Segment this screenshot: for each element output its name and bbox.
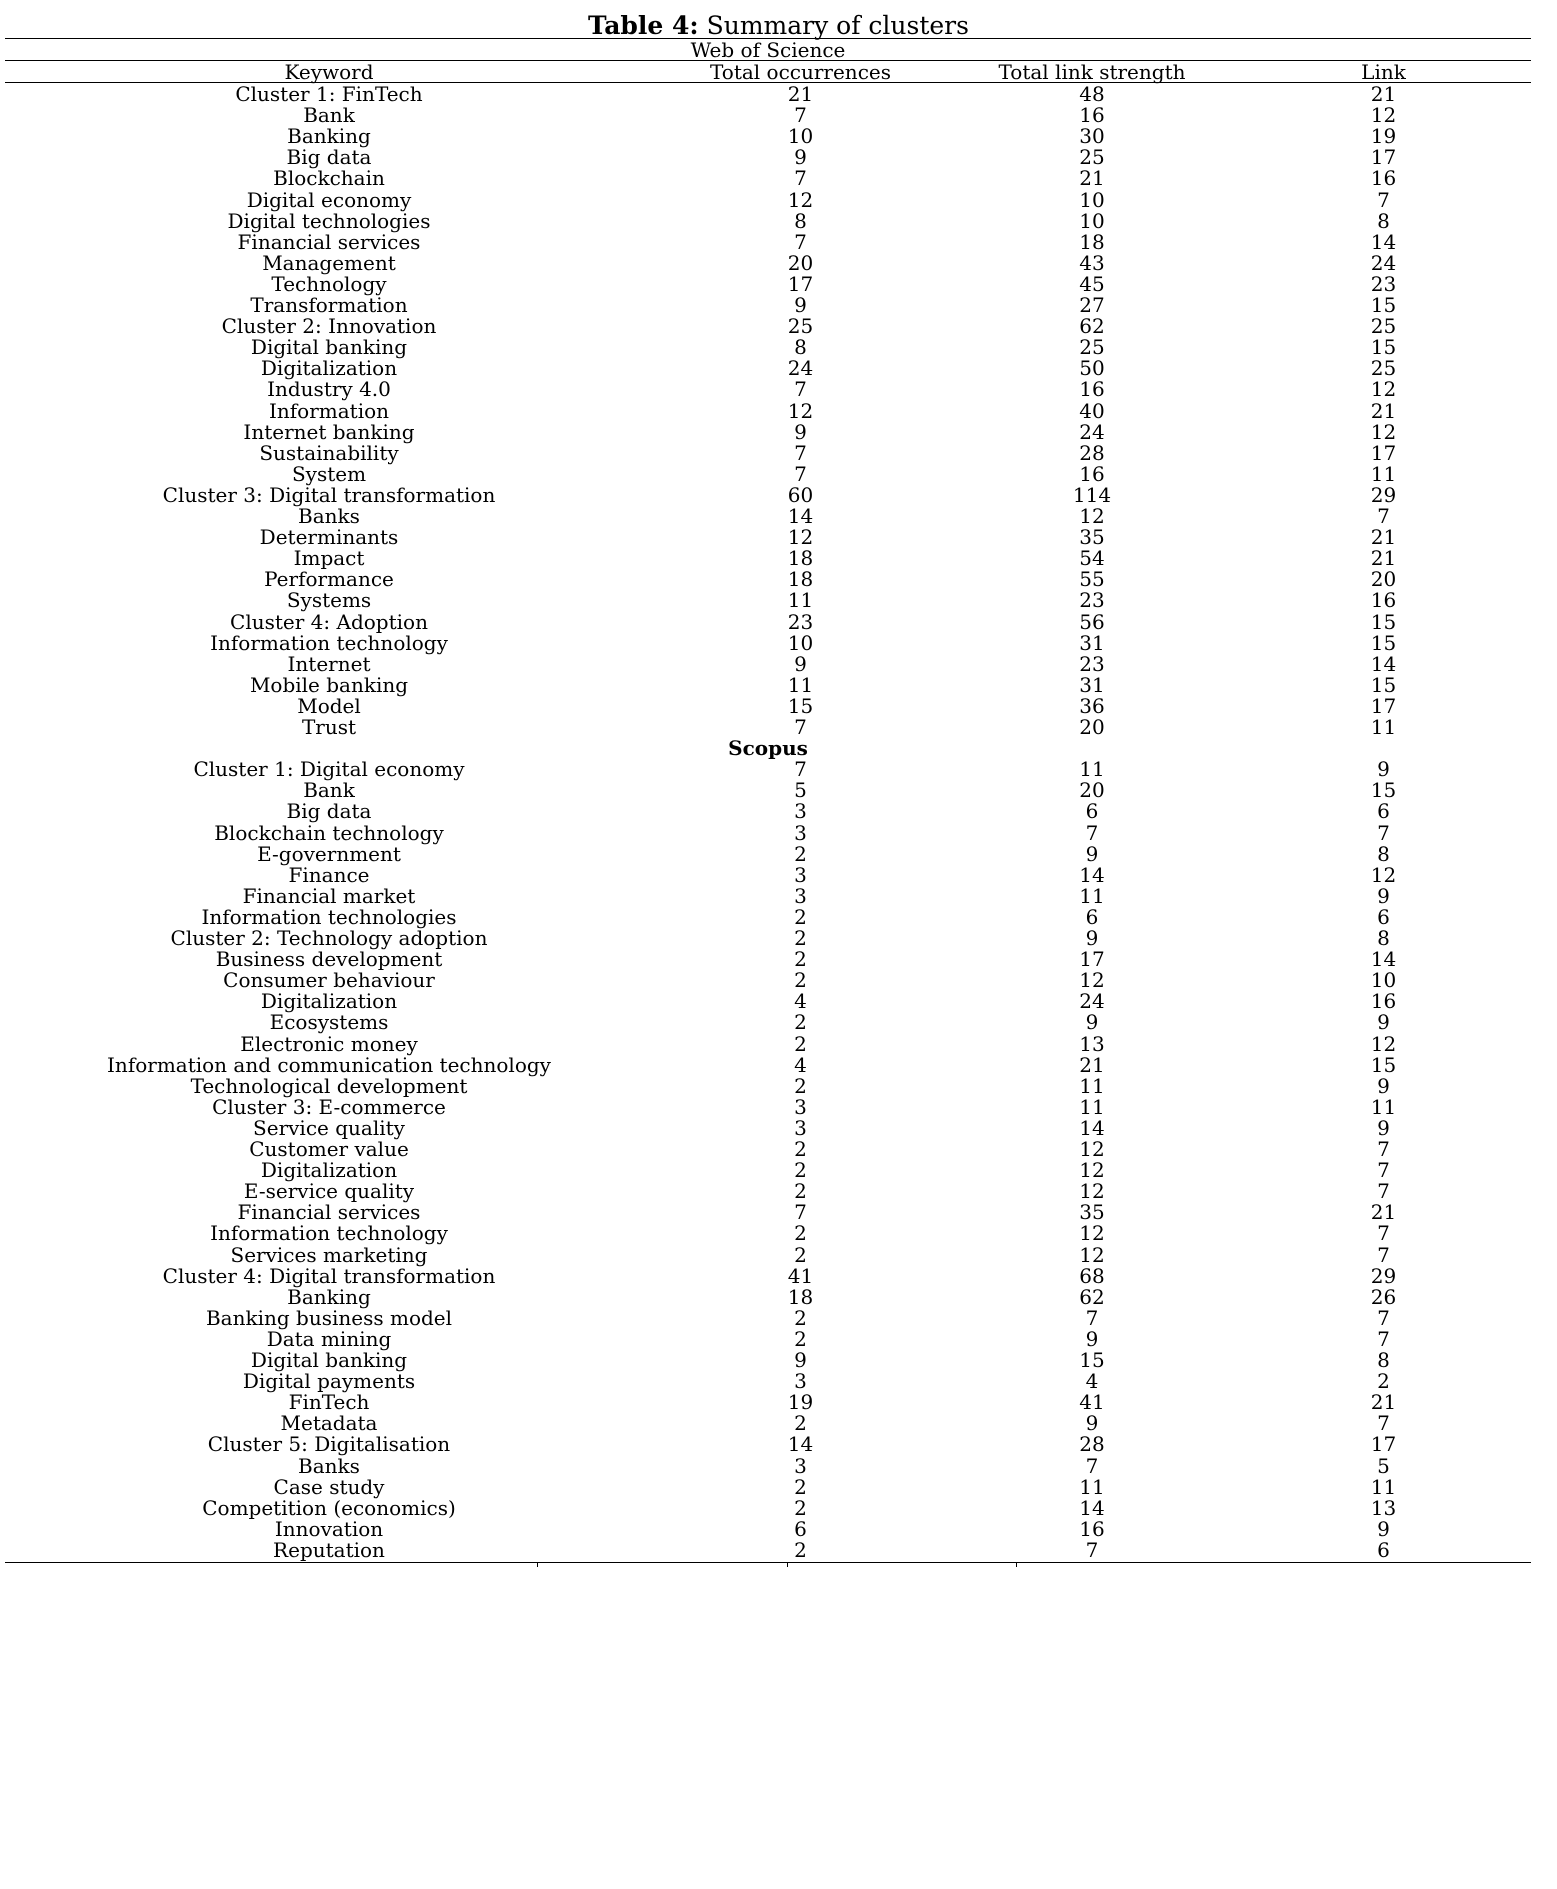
occurrences-cell: 3 bbox=[794, 820, 807, 845]
link-strength-cell: 35 bbox=[1079, 525, 1105, 550]
occurrences-cell: 3 bbox=[794, 1369, 807, 1394]
occurrences-cell: 7 bbox=[794, 757, 807, 782]
link-strength-cell: 45 bbox=[1079, 271, 1105, 296]
keyword-cell: Management bbox=[262, 250, 396, 275]
link-strength-cell: 11 bbox=[1079, 883, 1105, 908]
link-strength-cell: 13 bbox=[1079, 1031, 1105, 1056]
occurrences-cell: 12 bbox=[787, 187, 814, 212]
keyword-cell: Services marketing bbox=[230, 1242, 428, 1267]
occurrences-cell: 17 bbox=[787, 271, 814, 296]
link-strength-cell: 23 bbox=[1079, 588, 1105, 613]
link-strength-cell: 24 bbox=[1079, 419, 1105, 444]
link-cell: 12 bbox=[1370, 419, 1397, 444]
link-strength-cell: 6 bbox=[1085, 904, 1099, 929]
link-strength-cell: 18 bbox=[1079, 229, 1105, 254]
keyword-cell: Systems bbox=[286, 588, 372, 613]
link-strength-cell: 28 bbox=[1079, 1432, 1105, 1457]
link-strength-cell: 9 bbox=[1085, 1411, 1099, 1436]
link-strength-cell: 7 bbox=[1085, 1305, 1099, 1330]
link-strength-cell: 7 bbox=[1085, 1537, 1099, 1562]
keyword-cell: Consumer behaviour bbox=[223, 968, 435, 993]
keyword-cell: Banking bbox=[287, 1284, 371, 1309]
keyword-cell: Big data bbox=[286, 799, 372, 824]
keyword-cell: Blockchain bbox=[273, 166, 385, 191]
link-strength-cell: 25 bbox=[1079, 335, 1105, 360]
link-strength-cell: 11 bbox=[1079, 1073, 1105, 1098]
keyword-cell: Digitalization bbox=[260, 989, 398, 1014]
link-cell: 21 bbox=[1370, 1200, 1397, 1225]
link-strength-cell: 30 bbox=[1079, 124, 1105, 149]
link-strength-cell: 114 bbox=[1072, 482, 1112, 507]
keyword-cell: Information technology bbox=[210, 630, 448, 655]
occurrences-cell: 2 bbox=[794, 947, 807, 972]
keyword-cell: Sustainability bbox=[259, 440, 399, 465]
occurrences-cell: 60 bbox=[787, 482, 814, 507]
occurrences-cell: 2 bbox=[794, 1221, 807, 1246]
link-strength-cell: 56 bbox=[1079, 609, 1105, 634]
occurrences-cell: 7 bbox=[794, 715, 807, 739]
link-strength-cell: 48 bbox=[1079, 82, 1105, 106]
link-strength-cell: 14 bbox=[1079, 1115, 1105, 1140]
link-cell: 11 bbox=[1370, 461, 1397, 486]
occurrences-cell: 4 bbox=[794, 989, 807, 1014]
keyword-cell: Banking bbox=[287, 124, 371, 149]
keyword-cell: Cluster 2: Innovation bbox=[221, 314, 437, 339]
link-cell: 21 bbox=[1370, 1390, 1397, 1415]
link-cell: 21 bbox=[1370, 398, 1397, 423]
keyword-cell: Cluster 4: Adoption bbox=[230, 609, 428, 634]
keyword-cell: Customer value bbox=[249, 1137, 409, 1161]
keyword-cell: Cluster 3: E-commerce bbox=[212, 1094, 446, 1119]
keyword-cell: Cluster 1: Digital economy bbox=[193, 757, 465, 782]
keyword-cell: Mobile banking bbox=[249, 672, 409, 697]
link-cell: 6 bbox=[1377, 904, 1390, 929]
link-strength-cell: 11 bbox=[1079, 1094, 1105, 1119]
link-cell: 9 bbox=[1377, 1115, 1390, 1140]
section-title: Web of Science bbox=[690, 38, 846, 62]
link-cell: 8 bbox=[1377, 1348, 1390, 1372]
occurrences-cell: 2 bbox=[794, 1305, 807, 1330]
occurrences-cell: 18 bbox=[787, 546, 814, 571]
keyword-cell: Financial services bbox=[237, 229, 421, 254]
occurrences-cell: 2 bbox=[794, 1179, 807, 1204]
link-strength-cell: 6 bbox=[1085, 799, 1099, 824]
link-cell: 7 bbox=[1377, 1326, 1390, 1351]
link-strength-cell: 55 bbox=[1079, 567, 1105, 592]
link-cell: 21 bbox=[1370, 525, 1397, 550]
keyword-cell: Competition (economics) bbox=[202, 1495, 456, 1520]
occurrences-cell: 2 bbox=[794, 1137, 807, 1161]
keyword-cell: Cluster 2: Technology adoption bbox=[170, 926, 488, 950]
link-cell: 7 bbox=[1377, 1137, 1390, 1161]
keyword-cell: Business development bbox=[215, 947, 443, 972]
occurrences-cell: 3 bbox=[794, 1115, 807, 1140]
occurrences-cell: 7 bbox=[794, 229, 807, 254]
link-cell: 9 bbox=[1377, 883, 1390, 908]
column-header: Keyword bbox=[284, 60, 374, 84]
link-strength-cell: 12 bbox=[1079, 1179, 1105, 1204]
link-strength-cell: 40 bbox=[1079, 398, 1105, 423]
keyword-cell: Blockchain technology bbox=[214, 820, 444, 845]
keyword-cell: Cluster 3: Digital transformation bbox=[162, 482, 496, 507]
keyword-cell: E-government bbox=[257, 841, 401, 866]
occurrences-cell: 9 bbox=[794, 651, 807, 676]
occurrences-cell: 11 bbox=[787, 588, 814, 613]
keyword-cell: Cluster 5: Digitalisation bbox=[207, 1432, 451, 1457]
link-strength-cell: 43 bbox=[1079, 250, 1105, 275]
link-cell: 17 bbox=[1370, 693, 1397, 718]
link-strength-cell: 50 bbox=[1079, 356, 1105, 381]
occurrences-cell: 14 bbox=[787, 504, 814, 528]
link-strength-cell: 36 bbox=[1079, 693, 1105, 718]
link-cell: 12 bbox=[1370, 1031, 1397, 1056]
link-cell: 16 bbox=[1370, 166, 1397, 191]
occurrences-cell: 2 bbox=[794, 1158, 807, 1183]
keyword-cell: Metadata bbox=[280, 1411, 378, 1436]
link-strength-cell: 27 bbox=[1079, 293, 1105, 317]
link-strength-cell: 41 bbox=[1079, 1390, 1105, 1415]
occurrences-cell: 20 bbox=[787, 250, 814, 275]
link-strength-cell: 12 bbox=[1079, 1221, 1105, 1246]
link-strength-cell: 4 bbox=[1085, 1369, 1099, 1394]
link-strength-cell: 62 bbox=[1079, 314, 1105, 339]
link-cell: 23 bbox=[1370, 271, 1397, 296]
link-cell: 5 bbox=[1377, 1453, 1390, 1478]
link-cell: 7 bbox=[1377, 1411, 1390, 1436]
link-cell: 9 bbox=[1377, 1516, 1390, 1541]
occurrences-cell: 2 bbox=[794, 841, 807, 866]
column-header: Link bbox=[1361, 60, 1406, 84]
occurrences-cell: 11 bbox=[787, 672, 814, 697]
occurrences-cell: 7 bbox=[794, 1200, 807, 1225]
keyword-cell: Technological development bbox=[190, 1073, 468, 1098]
occurrences-cell: 5 bbox=[794, 778, 807, 803]
link-cell: 19 bbox=[1370, 124, 1397, 149]
link-cell: 8 bbox=[1377, 841, 1390, 866]
link-strength-cell: 11 bbox=[1079, 1474, 1105, 1499]
link-cell: 21 bbox=[1370, 82, 1397, 106]
link-cell: 15 bbox=[1370, 672, 1397, 697]
occurrences-cell: 24 bbox=[787, 356, 814, 381]
link-strength-cell: 12 bbox=[1079, 1158, 1105, 1183]
occurrences-cell: 7 bbox=[794, 166, 807, 191]
keyword-cell: Digital banking bbox=[250, 335, 408, 360]
occurrences-cell: 8 bbox=[794, 208, 807, 233]
keyword-cell: Digital technologies bbox=[227, 208, 431, 233]
keyword-cell: Banking business model bbox=[205, 1305, 453, 1330]
keyword-cell: Cluster 1: FinTech bbox=[235, 82, 423, 106]
occurrences-cell: 3 bbox=[794, 1453, 807, 1478]
occurrences-cell: 18 bbox=[787, 1284, 814, 1309]
keyword-cell: Cluster 4: Digital transformation bbox=[162, 1263, 496, 1288]
keyword-cell: E-service quality bbox=[243, 1179, 415, 1204]
link-strength-cell: 62 bbox=[1079, 1284, 1105, 1309]
occurrences-cell: 7 bbox=[794, 461, 807, 486]
occurrences-cell: 14 bbox=[787, 1432, 814, 1457]
occurrences-cell: 2 bbox=[794, 1073, 807, 1098]
link-cell: 12 bbox=[1370, 862, 1397, 887]
occurrences-cell: 2 bbox=[794, 968, 807, 993]
link-strength-cell: 21 bbox=[1079, 1052, 1105, 1077]
occurrences-cell: 23 bbox=[787, 609, 814, 634]
link-cell: 17 bbox=[1370, 1432, 1397, 1457]
keyword-cell: Internet bbox=[287, 651, 371, 676]
link-cell: 25 bbox=[1370, 356, 1397, 381]
occurrences-cell: 15 bbox=[787, 693, 814, 718]
link-cell: 11 bbox=[1370, 715, 1397, 739]
occurrences-cell: 3 bbox=[794, 862, 807, 887]
keyword-cell: Digital economy bbox=[246, 187, 412, 212]
occurrences-cell: 2 bbox=[794, 926, 807, 950]
link-cell: 8 bbox=[1377, 208, 1390, 233]
link-cell: 7 bbox=[1377, 1305, 1390, 1330]
keyword-cell: Financial market bbox=[242, 883, 416, 908]
link-strength-cell: 16 bbox=[1079, 103, 1105, 128]
link-strength-cell: 7 bbox=[1085, 1453, 1099, 1478]
link-cell: 15 bbox=[1370, 1052, 1397, 1077]
keyword-cell: Financial services bbox=[237, 1200, 421, 1225]
keyword-cell: Technology bbox=[271, 271, 387, 296]
link-cell: 9 bbox=[1377, 1010, 1390, 1035]
occurrences-cell: 6 bbox=[794, 1516, 807, 1541]
keyword-cell: Digitalization bbox=[260, 356, 398, 381]
occurrences-cell: 18 bbox=[787, 567, 814, 592]
keyword-cell: Banks bbox=[298, 1453, 360, 1478]
link-strength-cell: 31 bbox=[1079, 630, 1105, 655]
link-cell: 14 bbox=[1370, 947, 1397, 972]
link-strength-cell: 9 bbox=[1085, 926, 1099, 950]
occurrences-cell: 2 bbox=[794, 1326, 807, 1351]
keyword-cell: Bank bbox=[303, 778, 355, 803]
link-cell: 15 bbox=[1370, 609, 1397, 634]
link-cell: 15 bbox=[1370, 293, 1397, 317]
link-cell: 11 bbox=[1370, 1474, 1397, 1499]
occurrences-cell: 2 bbox=[794, 904, 807, 929]
link-cell: 17 bbox=[1370, 440, 1397, 465]
link-cell: 15 bbox=[1370, 778, 1397, 803]
keyword-cell: Banks bbox=[298, 504, 360, 528]
link-strength-cell: 21 bbox=[1079, 166, 1105, 191]
link-strength-cell: 17 bbox=[1079, 947, 1105, 972]
keyword-cell: System bbox=[291, 461, 367, 486]
occurrences-cell: 41 bbox=[787, 1263, 814, 1288]
keyword-cell: Internet banking bbox=[243, 419, 415, 444]
keyword-cell: Bank bbox=[303, 103, 355, 128]
link-cell: 7 bbox=[1377, 820, 1390, 845]
keyword-cell: FinTech bbox=[288, 1390, 370, 1415]
occurrences-cell: 2 bbox=[794, 1031, 807, 1056]
link-strength-cell: 9 bbox=[1085, 841, 1099, 866]
link-strength-cell: 28 bbox=[1079, 440, 1105, 465]
keyword-cell: Information technology bbox=[210, 1221, 448, 1246]
keyword-cell: Information bbox=[268, 398, 390, 423]
occurrences-cell: 2 bbox=[794, 1537, 807, 1562]
link-cell: 7 bbox=[1377, 187, 1390, 212]
link-cell: 2 bbox=[1377, 1369, 1390, 1394]
link-cell: 16 bbox=[1370, 989, 1397, 1014]
link-cell: 14 bbox=[1370, 229, 1397, 254]
link-cell: 24 bbox=[1370, 250, 1397, 275]
link-cell: 9 bbox=[1377, 757, 1390, 782]
occurrences-cell: 9 bbox=[794, 293, 807, 317]
link-strength-cell: 20 bbox=[1079, 778, 1105, 803]
link-strength-cell: 14 bbox=[1079, 862, 1105, 887]
occurrences-cell: 25 bbox=[787, 314, 814, 339]
link-strength-cell: 54 bbox=[1079, 546, 1105, 571]
link-strength-cell: 24 bbox=[1079, 989, 1105, 1014]
column-header: Total link strength bbox=[998, 60, 1186, 84]
occurrences-cell: 9 bbox=[794, 419, 807, 444]
occurrences-cell: 2 bbox=[794, 1010, 807, 1035]
link-cell: 15 bbox=[1370, 630, 1397, 655]
link-strength-cell: 9 bbox=[1085, 1010, 1099, 1035]
occurrences-cell: 19 bbox=[787, 1390, 814, 1415]
table-bottom-rule bbox=[5, 1562, 1531, 1563]
keyword-cell: Digital banking bbox=[250, 1348, 408, 1372]
column-divider-tick bbox=[1016, 1563, 1017, 1567]
keyword-cell: Transformation bbox=[250, 293, 408, 317]
link-cell: 7 bbox=[1377, 1221, 1390, 1246]
keyword-cell: Industry 4.0 bbox=[267, 377, 391, 402]
occurrences-cell: 12 bbox=[787, 398, 814, 423]
link-strength-cell: 10 bbox=[1079, 187, 1105, 212]
occurrences-cell: 2 bbox=[794, 1411, 807, 1436]
link-strength-cell: 23 bbox=[1079, 651, 1105, 676]
link-strength-cell: 35 bbox=[1079, 1200, 1105, 1225]
occurrences-cell: 7 bbox=[794, 440, 807, 465]
link-cell: 7 bbox=[1377, 504, 1390, 528]
keyword-cell: Big data bbox=[286, 145, 372, 170]
keyword-cell: Ecosystems bbox=[269, 1010, 389, 1035]
link-strength-cell: 7 bbox=[1085, 820, 1099, 845]
keyword-cell: Finance bbox=[288, 862, 370, 887]
section-title: Scopus bbox=[728, 736, 808, 761]
link-strength-cell: 16 bbox=[1079, 461, 1105, 486]
link-strength-cell: 12 bbox=[1079, 504, 1105, 528]
column-divider-tick bbox=[787, 1563, 788, 1567]
link-cell: 26 bbox=[1370, 1284, 1397, 1309]
link-strength-cell: 12 bbox=[1079, 968, 1105, 993]
occurrences-cell: 21 bbox=[787, 82, 814, 106]
link-cell: 12 bbox=[1370, 103, 1397, 128]
occurrences-cell: 9 bbox=[794, 145, 807, 170]
link-cell: 29 bbox=[1370, 1263, 1397, 1288]
link-cell: 9 bbox=[1377, 1073, 1390, 1098]
link-cell: 25 bbox=[1370, 314, 1397, 339]
link-strength-cell: 16 bbox=[1079, 377, 1105, 402]
keyword-cell: Impact bbox=[293, 546, 365, 571]
link-cell: 17 bbox=[1370, 145, 1397, 170]
link-strength-cell: 12 bbox=[1079, 1242, 1105, 1267]
occurrences-cell: 2 bbox=[794, 1495, 807, 1520]
keyword-cell: Information technologies bbox=[201, 904, 457, 929]
keyword-cell: Digitalization bbox=[260, 1158, 398, 1183]
keyword-cell: Trust bbox=[301, 715, 357, 739]
keyword-cell: Reputation bbox=[273, 1537, 385, 1562]
column-divider-tick bbox=[537, 1563, 538, 1567]
link-cell: 7 bbox=[1377, 1242, 1390, 1267]
occurrences-cell: 12 bbox=[787, 525, 814, 550]
occurrences-cell: 10 bbox=[787, 630, 814, 655]
link-cell: 14 bbox=[1370, 651, 1397, 676]
table-caption-text: Summary of clusters bbox=[706, 11, 969, 40]
link-cell: 15 bbox=[1370, 335, 1397, 360]
link-cell: 7 bbox=[1377, 1158, 1390, 1183]
link-strength-cell: 31 bbox=[1079, 672, 1105, 697]
keyword-cell: Information and communication technology bbox=[107, 1052, 551, 1077]
link-strength-cell: 9 bbox=[1085, 1326, 1099, 1351]
occurrences-cell: 9 bbox=[794, 1348, 807, 1372]
link-strength-cell: 16 bbox=[1079, 1516, 1105, 1541]
link-cell: 12 bbox=[1370, 377, 1397, 402]
link-cell: 8 bbox=[1377, 926, 1390, 950]
occurrences-cell: 2 bbox=[794, 1242, 807, 1267]
link-cell: 6 bbox=[1377, 799, 1390, 824]
keyword-cell: Determinants bbox=[259, 525, 399, 550]
link-cell: 10 bbox=[1370, 968, 1397, 993]
keyword-cell: Service quality bbox=[253, 1115, 405, 1140]
keyword-cell: Electronic money bbox=[240, 1031, 418, 1056]
link-cell: 16 bbox=[1370, 588, 1397, 613]
link-cell: 13 bbox=[1370, 1495, 1397, 1520]
link-strength-cell: 68 bbox=[1079, 1263, 1105, 1288]
link-strength-cell: 12 bbox=[1079, 1137, 1105, 1161]
link-cell: 20 bbox=[1370, 567, 1397, 592]
keyword-cell: Model bbox=[297, 693, 361, 718]
occurrences-cell: 3 bbox=[794, 1094, 807, 1119]
keyword-cell: Data mining bbox=[266, 1326, 392, 1351]
occurrences-cell: 4 bbox=[794, 1052, 807, 1077]
keyword-cell: Case study bbox=[273, 1474, 385, 1499]
link-cell: 7 bbox=[1377, 1179, 1390, 1204]
occurrences-cell: 8 bbox=[794, 335, 807, 360]
table-caption-label: Table 4: bbox=[588, 11, 699, 40]
keyword-cell: Innovation bbox=[274, 1516, 384, 1541]
occurrences-cell: 7 bbox=[794, 377, 807, 402]
link-strength-cell: 15 bbox=[1079, 1348, 1105, 1372]
link-strength-cell: 10 bbox=[1079, 208, 1105, 233]
occurrences-cell: 3 bbox=[794, 883, 807, 908]
link-strength-cell: 25 bbox=[1079, 145, 1105, 170]
occurrences-cell: 7 bbox=[794, 103, 807, 128]
link-strength-cell: 20 bbox=[1079, 715, 1105, 739]
link-strength-cell: 11 bbox=[1079, 757, 1105, 782]
link-cell: 21 bbox=[1370, 546, 1397, 571]
link-cell: 29 bbox=[1370, 482, 1397, 507]
occurrences-cell: 2 bbox=[794, 1474, 807, 1499]
keyword-cell: Performance bbox=[264, 567, 394, 592]
table-row bbox=[5, 1538, 1531, 1563]
link-strength-cell: 14 bbox=[1079, 1495, 1105, 1520]
column-header: Total occurrences bbox=[709, 60, 891, 84]
occurrences-cell: 3 bbox=[794, 799, 807, 824]
link-cell: 6 bbox=[1377, 1537, 1390, 1562]
link-cell: 11 bbox=[1370, 1094, 1397, 1119]
keyword-cell: Digital payments bbox=[242, 1369, 416, 1394]
occurrences-cell: 10 bbox=[787, 124, 814, 149]
